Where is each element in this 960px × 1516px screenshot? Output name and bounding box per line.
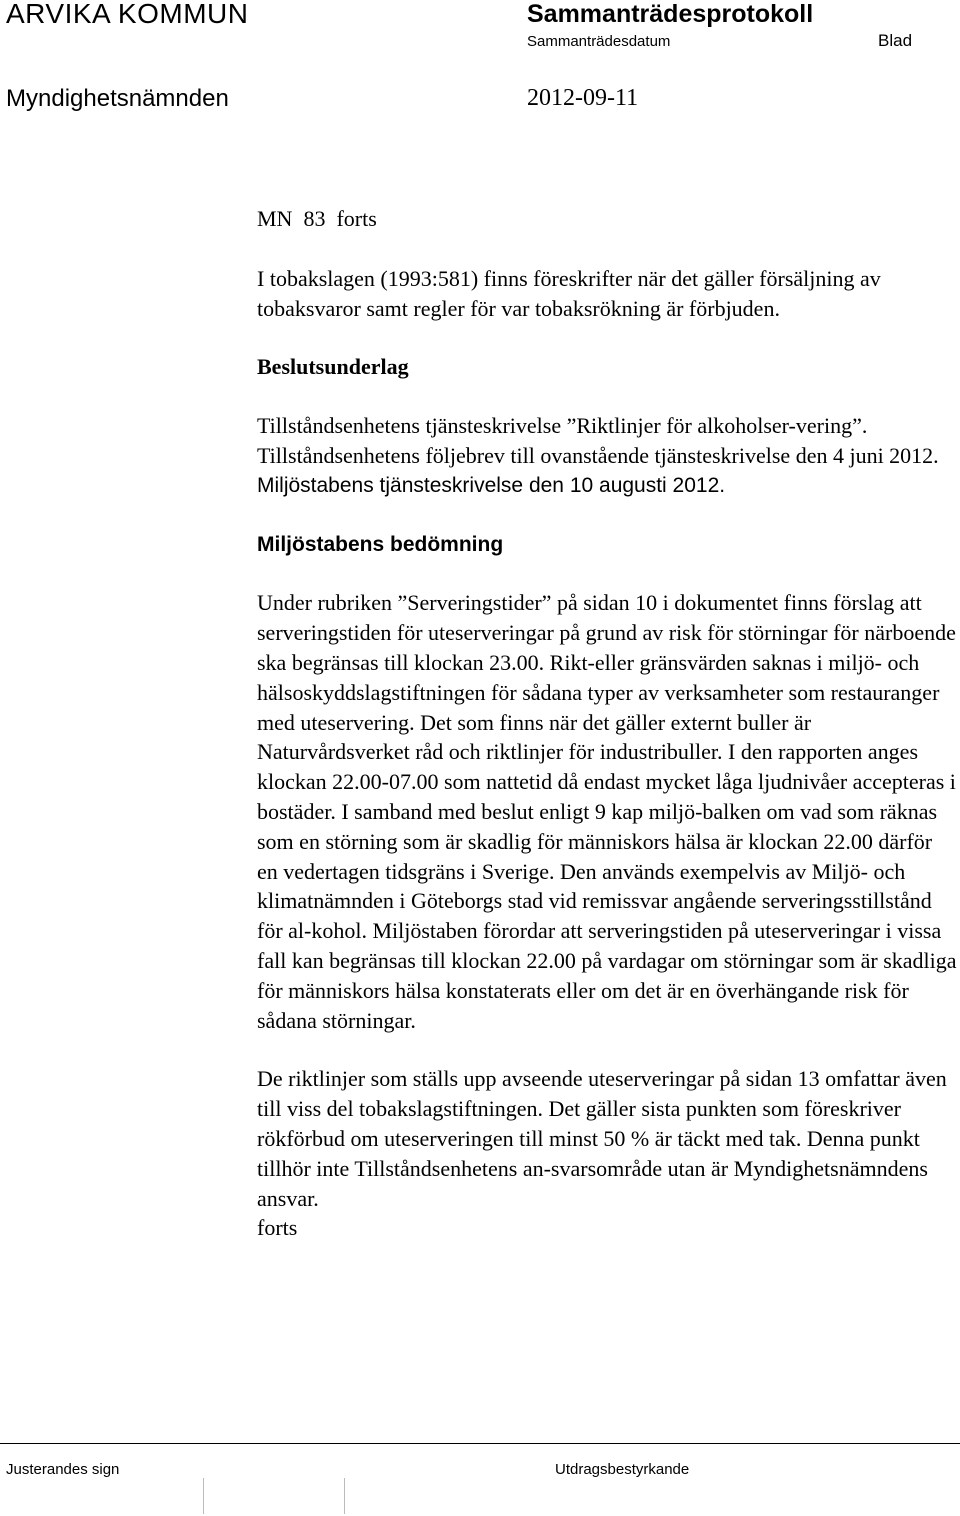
intro-paragraph: I tobakslagen (1993:581) finns föreskrifter när det gäller försäljning av tobaksvaror samt regler för var tobaksrökning är förbjuden. — [257, 265, 881, 321]
footer-divider — [0, 1443, 960, 1444]
bedomning-paragraph-2: De riktlinjer som ställs upp avseende uteserveringar på sidan 13 omfattar även till viss del tobakslagstiftningen. Det gäller sista punkten som föreskriver rökförbud om uteserveringen till minst 50 % är täckt med tak. Denna punkt tillhör inte Tillståndsenhetens an-svarsområde utan är Myndighetsnämndens ansvar. — [257, 1066, 947, 1211]
document-body — [257, 204, 957, 1243]
committee-name: Myndighetsnämnden — [6, 85, 229, 112]
underlag-item-3: Miljöstabens tjänsteskrivelse den 10 augusti 2012. — [257, 473, 726, 497]
beslutsunderlag-heading: Beslutsunderlag — [257, 354, 409, 380]
underlag-item-1: Tillståndsenhetens tjänsteskrivelse ”Riktlinjer för alkoholser-vering”. — [257, 413, 868, 439]
organization-name: ARVIKA KOMMUN — [6, 0, 249, 29]
extract-certification-label: Utdragsbestyrkande — [555, 1461, 690, 1478]
underlag-item-2: Tillståndsenhetens följebrev till ovanstående tjänsteskrivelse den 4 juni 2012. — [257, 442, 939, 468]
signature-box-divider — [203, 1478, 204, 1514]
document-title: Sammanträdesprotokoll — [527, 0, 814, 28]
bedomning-paragraph-1: Under rubriken ”Serveringstider” på sidan 10 i dokumentet finns förslag att serveringstiden för uteserveringar på grund av risk för störningar för närboende ska begränsas till klockan 23.00. Rikt-eller gränsvärden saknas i miljö- och hälsoskyddslagstiftningen för sådana typer av verksamheter som restauranger med uteservering. Det som finns när det gäller externt buller är Naturvårdsverket råd och riktlinjer för industribuller. I den rapporten anges klockan 22.00-07.00 som nattetid då endast mycket låga ljudnivåer accepteras i bostäder. I samband med beslut enligt 9 kap miljö-balken om vad som räknas som en störning som är skadlig för människors hälsa är klockan 22.00 därför en vedertagen tidsgräns i Sverige. Den används exempelvis av Miljö- och klimatnämnden i Göteborgs stad vid remissvar angående serveringsstillstånd för al-kohol. Miljöstaben förordar att serveringstiden på uteserveringar i vissa fall kan begränsas till klockan 22.00 på vardagar om störningar som är skadliga för människors hälsa konstaterats eller om det är en överhängande risk för sådana störningar. — [257, 590, 957, 1033]
section-reference: MN 83 forts — [257, 206, 377, 231]
bedomning-heading: Miljöstabens bedömning — [257, 532, 504, 556]
meeting-date: 2012-09-11 — [527, 85, 639, 111]
signature-label: Justerandes sign — [6, 1461, 120, 1478]
continued-marker: forts — [257, 1215, 298, 1241]
page-label: Blad — [878, 31, 913, 50]
signature-box-divider — [344, 1478, 345, 1514]
meeting-date-label: Sammanträdesdatum — [527, 33, 671, 50]
